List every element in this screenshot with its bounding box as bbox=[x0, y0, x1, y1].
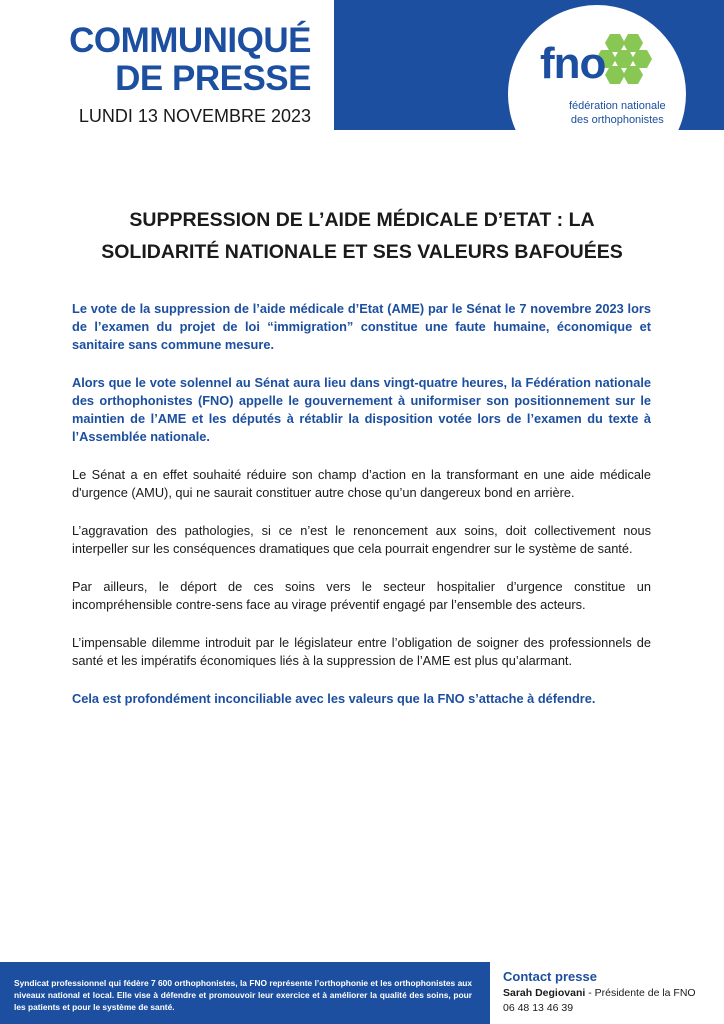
body-paragraph-3: Le Sénat a en effet souhaité réduire son champ d’action en la transformant en une aide médicale d'urgence (AMU), qui ne saurait constituer autre chose qu’un dangereux bond en arrière. bbox=[72, 467, 651, 500]
footer-about: Syndicat professionnel qui fédère 7 600 orthophonistes, la FNO représente l’orthophonie et les orthophonistes aux niveaux national et local. Elle vise à défendre et promouvoir leur exercice et à améliorer la qualité des soins, pour les patients et pour le système de santé. bbox=[14, 978, 472, 1012]
body-content bbox=[72, 300, 651, 728]
title-line1: COMMUNIQUÉ bbox=[69, 21, 311, 60]
logo-subtitle-line1: fédération nationale bbox=[569, 100, 666, 112]
contact-title: Contact presse bbox=[503, 969, 597, 984]
press-contact bbox=[503, 968, 718, 1016]
press-release-title bbox=[69, 22, 311, 130]
contact-role: - Présidente de la FNO bbox=[585, 987, 696, 999]
headline-line1: SUPPRESSION DE L’AIDE MÉDICALE D’ETAT : LA bbox=[129, 209, 595, 231]
logo-subtitle-line2: des orthophonistes bbox=[570, 114, 664, 126]
contact-person bbox=[503, 986, 718, 1001]
conclusion-paragraph: Cela est profondément inconciliable avec les valeurs que la FNO s’attache à défendre. bbox=[72, 691, 596, 706]
headline bbox=[90, 204, 634, 268]
headline-line2: SOLIDARITÉ NATIONALE ET SES VALEURS BAFOUÉES bbox=[101, 241, 623, 263]
title-line2: DE PRESSE bbox=[115, 59, 311, 98]
intro-paragraph-2: Alors que le vote solennel au Sénat aura lieu dans vingt-quatre heures, la Fédération nationale des orthophonistes (FNO) appelle le gouvernement à uniformiser son positionnement sur le maintien de l’AME et les députés à rétablir la disposition votée lors de l’examen du texte à l’Assemblée nationale. bbox=[72, 375, 651, 444]
contact-name: Sarah Degiovani bbox=[503, 987, 586, 999]
contact-phone: 06 48 13 46 39 bbox=[503, 1002, 574, 1014]
release-date: LUNDI 13 NOVEMBRE 2023 bbox=[78, 106, 311, 126]
body-paragraph-5: Par ailleurs, le déport de ces soins vers le secteur hospitalier d’urgence constitue un incompréhensible contre-sens face au virage préventif engagé par l’ensemble des acteurs. bbox=[72, 579, 651, 612]
logo-wordmark: fno bbox=[540, 39, 606, 88]
body-paragraph-6: L’impensable dilemme introduit par le législateur entre l’obligation de soigner des professionnels de santé et les impératifs économiques liés à la suppression de l’AME est plus qu’alarmant. bbox=[72, 635, 651, 668]
body-paragraph-4: L’aggravation des pathologies, si ce n’est le renoncement aux soins, doit collectivement nous interpeller sur les conséquences dramatiques que cela pourrait engendrer sur le système de santé. bbox=[72, 523, 651, 556]
intro-paragraph-1: Le vote de la suppression de l’aide médicale d’Etat (AME) par le Sénat le 7 novembre 2023 lors de l’examen du projet de loi “immigration” constitue une faute humaine, économique et sanitaire sans commune mesure. bbox=[72, 301, 651, 352]
logo-subtitle bbox=[569, 99, 666, 127]
